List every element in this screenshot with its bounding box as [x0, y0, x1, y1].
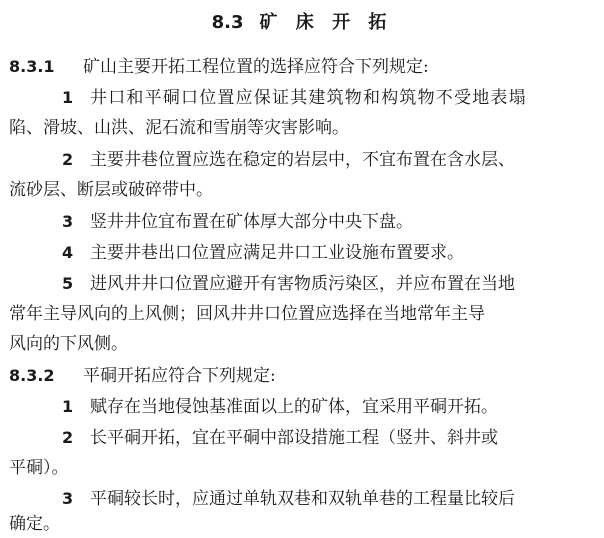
list-item: [0, 210, 604, 234]
item-text: 井口和平硐口位置应保证其建筑物和构筑物不受地表塌: [90, 88, 527, 108]
clause-lead: 平硐开拓应符合下列规定:: [83, 366, 276, 386]
list-item: [0, 426, 604, 450]
item-continuation: 风向的下风侧。: [9, 334, 128, 354]
item-continuation: 陷、滑坡、山洪、泥石流和雪崩等灾害影响。: [9, 118, 349, 138]
item-text: 长平硐开拓，宜在平硐中部设措施工程（竖井、斜井或: [90, 428, 498, 448]
item-text: 平硐较长时，应通过单轨双巷和双轨单巷的工程量比较后: [90, 489, 515, 509]
list-item: [0, 487, 604, 511]
section-number: 8.3: [211, 12, 244, 33]
item-text: 竖井井位宜布置在矿体厚大部分中央下盘。: [90, 212, 413, 232]
item-text: 主要井巷出口位置应满足井口工业设施布置要求。: [90, 243, 464, 263]
item-continuation: 流砂层、断层或破碎带中。: [9, 180, 213, 200]
clause-lead: 矿山主要开拓工程位置的选择应符合下列规定:: [83, 57, 429, 77]
list-item: [0, 86, 604, 110]
item-text: 赋存在当地侵蚀基准面以上的矿体，宜采用平硐开拓。: [90, 397, 498, 417]
list-item: [0, 272, 604, 296]
clause-heading: [0, 364, 604, 388]
item-continuation: 常年主导风向的上风侧；回风井井口位置应选择在当地常年主导: [9, 304, 485, 324]
item-continuation: 确定。: [9, 514, 60, 534]
item-text: 主要井巷位置应选在稳定的岩层中，不宜布置在含水层、: [90, 150, 515, 170]
item-number: 1: [62, 397, 74, 416]
item-number: 4: [62, 243, 74, 262]
list-item: [0, 241, 604, 265]
section-heading: [0, 8, 604, 34]
item-continuation: 平硐）。: [9, 458, 69, 478]
item-number: 1: [62, 88, 74, 107]
clause-number: 8.3.2: [9, 366, 55, 385]
item-number: 2: [62, 428, 74, 447]
clause-heading: [0, 55, 604, 79]
item-number: 3: [62, 489, 74, 508]
list-item: [0, 148, 604, 172]
list-item: [0, 395, 604, 419]
item-number: 3: [62, 212, 74, 231]
item-number: 5: [62, 274, 74, 293]
clause-number: 8.3.1: [9, 57, 55, 76]
section-title: 矿 床 开 拓: [259, 12, 393, 33]
item-number: 2: [62, 150, 74, 169]
item-text: 进风井井口位置应避开有害物质污染区，并应布置在当地: [90, 274, 515, 294]
